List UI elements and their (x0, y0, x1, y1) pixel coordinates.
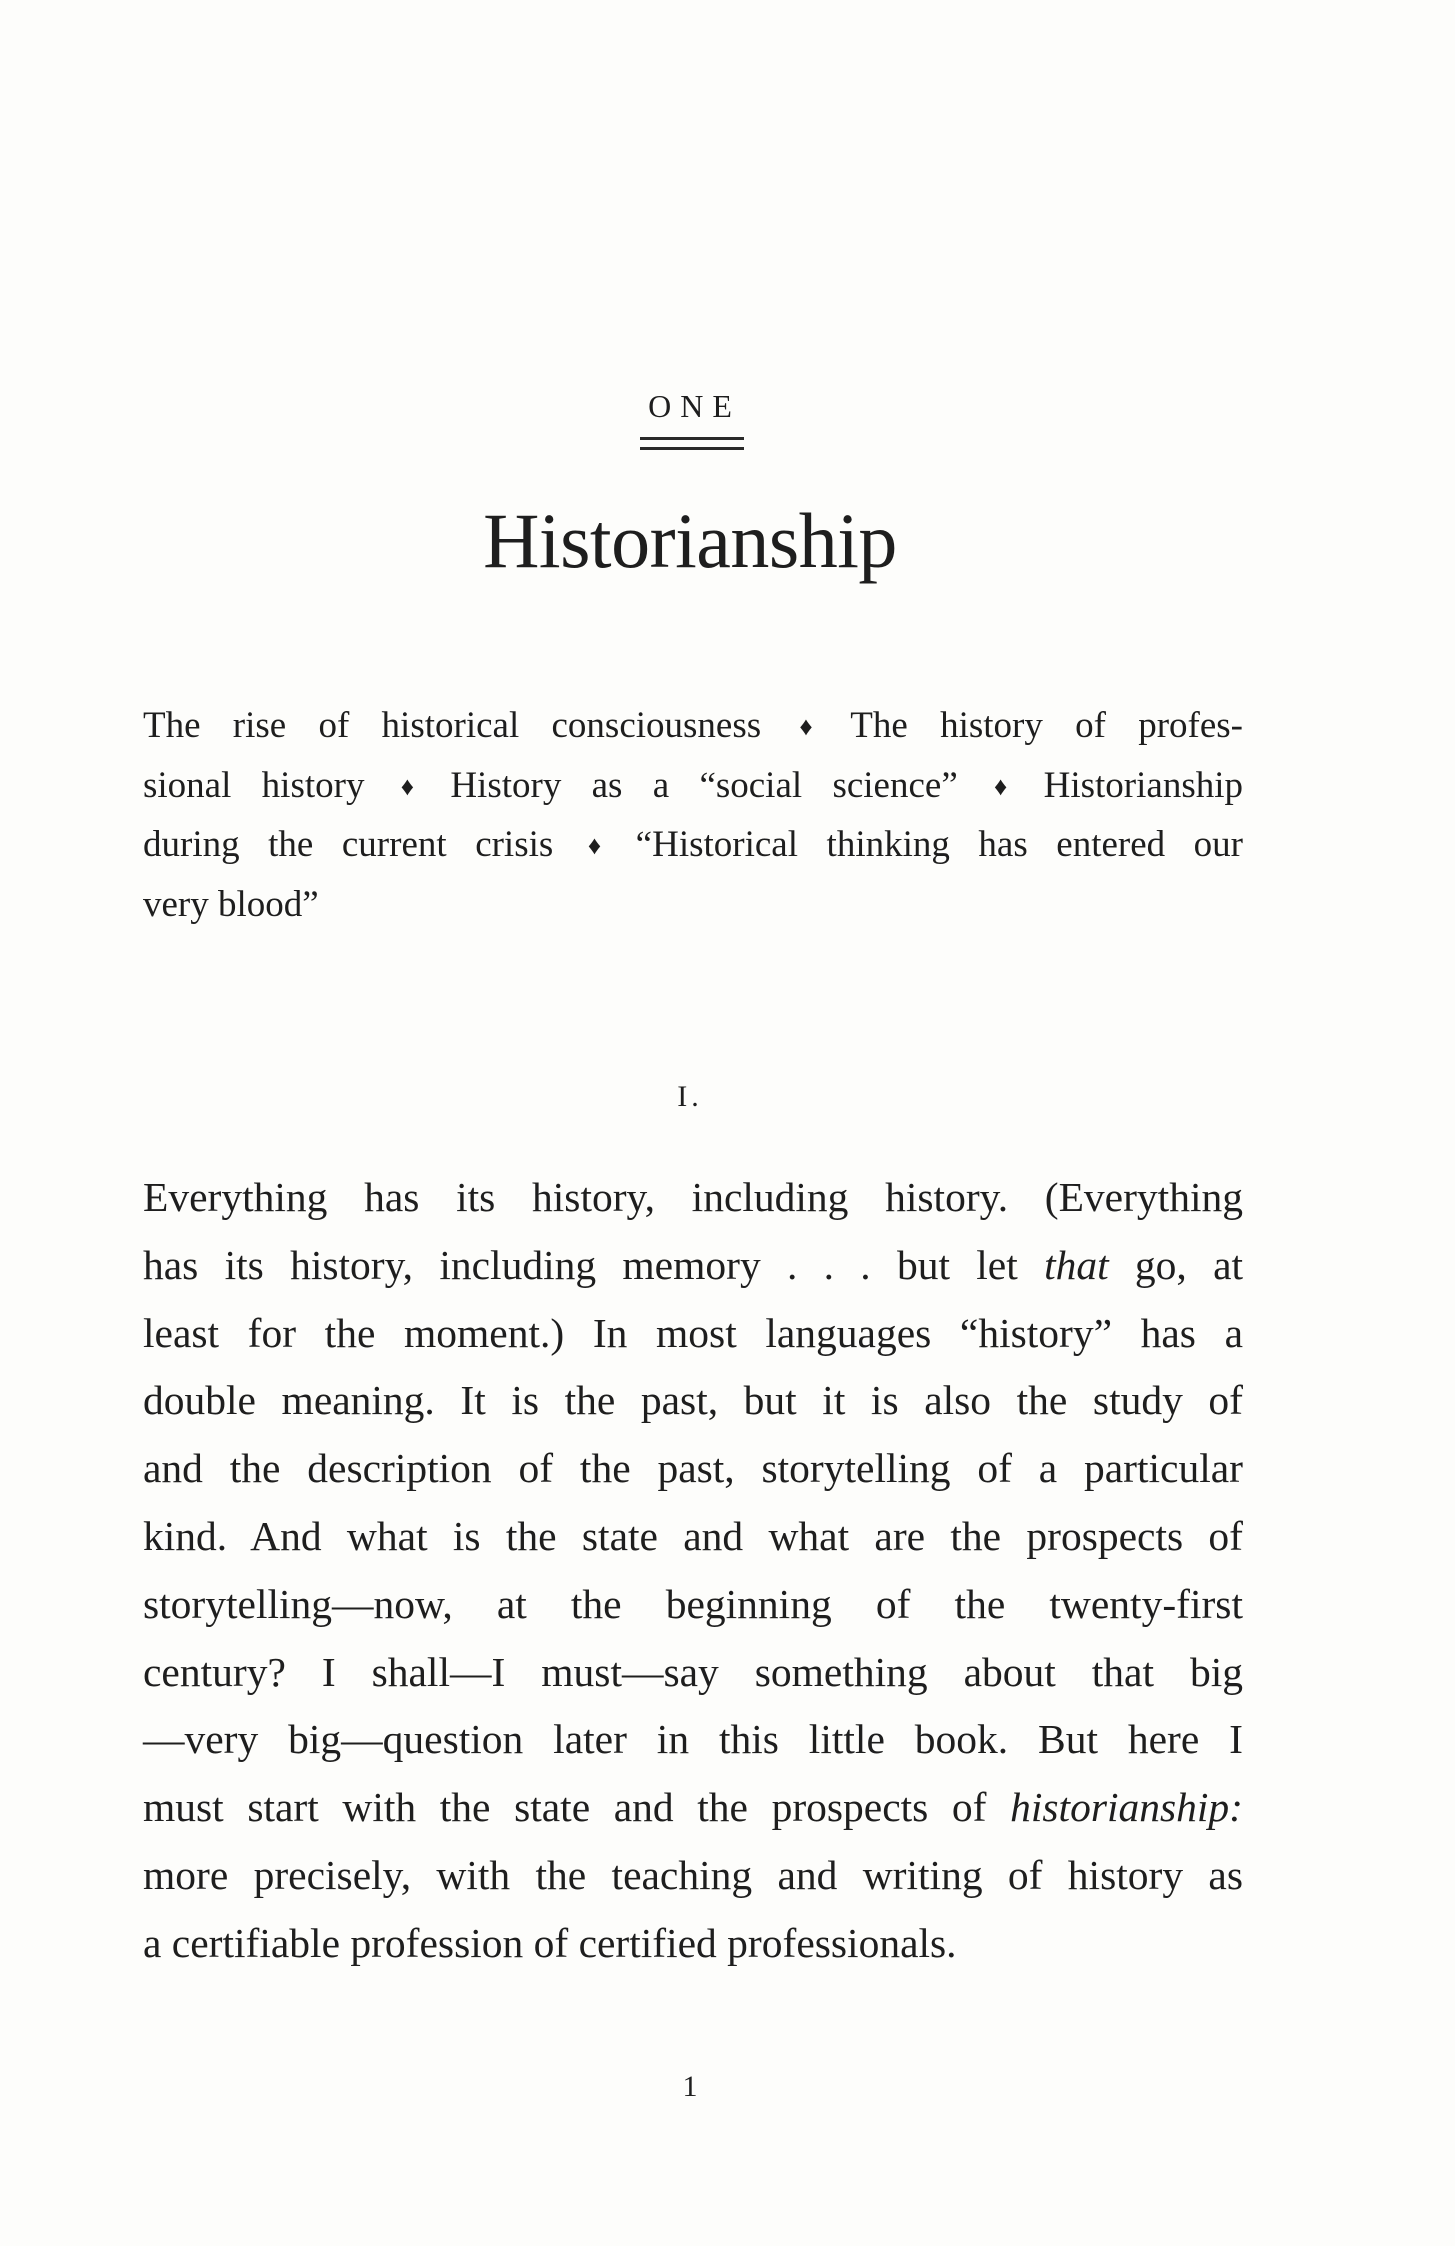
diamond-separator-icon: ♦ (994, 771, 1008, 801)
body-line-7: storytelling—now, at the beginning of the twenty-first (143, 1580, 1243, 1627)
body-line-9: —very big—question later in this little book. But here I (143, 1716, 1243, 1763)
summary-topic: during the current crisis (143, 824, 554, 865)
section-number: I. (677, 1080, 703, 1113)
emphasis-that: that (1044, 1241, 1109, 1288)
body-line-10 (143, 1774, 1243, 1842)
body-line-4: double meaning. It is the past, but it is also the study of (143, 1377, 1243, 1424)
chapter-rule-lower (640, 447, 744, 450)
body-line-1: Everything has its history, including history. (Everything (143, 1174, 1243, 1220)
chapter-summary (143, 697, 1243, 934)
body-line-12: a certifiable profession of certified professionals. (143, 1919, 957, 1966)
summary-topic: The history of profes- (850, 705, 1243, 746)
summary-line-4 (143, 876, 1243, 935)
summary-line-3 (143, 816, 1243, 876)
body-line-11: more precisely, with the teaching and writing of history as (143, 1851, 1243, 1898)
diamond-separator-icon: ♦ (587, 831, 602, 860)
diamond-separator-icon: ♦ (799, 712, 813, 741)
body-line-5: and the description of the past, storytelling of a particular (143, 1445, 1243, 1492)
body-text-fragment: must start with the state and the prospects of (143, 1784, 987, 1831)
summary-line-2 (143, 757, 1243, 817)
chapter-rule-upper (640, 437, 744, 440)
summary-line-1 (143, 697, 1243, 757)
body-line-2 (143, 1232, 1243, 1300)
summary-topic: The rise of historical consciousness (143, 705, 762, 746)
body-line-8: century? I shall—I must—say something about that big (143, 1648, 1243, 1695)
body-line-6: kind. And what is the state and what are the prospects of (143, 1512, 1243, 1559)
body-text-fragment: has its history, including memory . . . but let (143, 1241, 1018, 1288)
summary-topic: “Historical thinking has entered our (635, 824, 1244, 865)
summary-topic: sional history (143, 764, 365, 806)
emphasis-historianship: historianship: (1010, 1784, 1243, 1831)
summary-topic: very blood” (143, 883, 319, 925)
body-text-fragment: go, at (1134, 1241, 1244, 1288)
body-paragraph (143, 1164, 1243, 1978)
chapter-number: ONE (648, 388, 741, 424)
diamond-separator-icon: ♦ (400, 771, 415, 801)
summary-topic: History as a “social science” (450, 764, 958, 806)
chapter-title: Historianship (483, 497, 897, 584)
body-line-3: least for the moment.) In most languages “history” has a (143, 1309, 1243, 1356)
page-number: 1 (682, 2070, 698, 2103)
summary-topic: Historianship (1043, 764, 1244, 806)
